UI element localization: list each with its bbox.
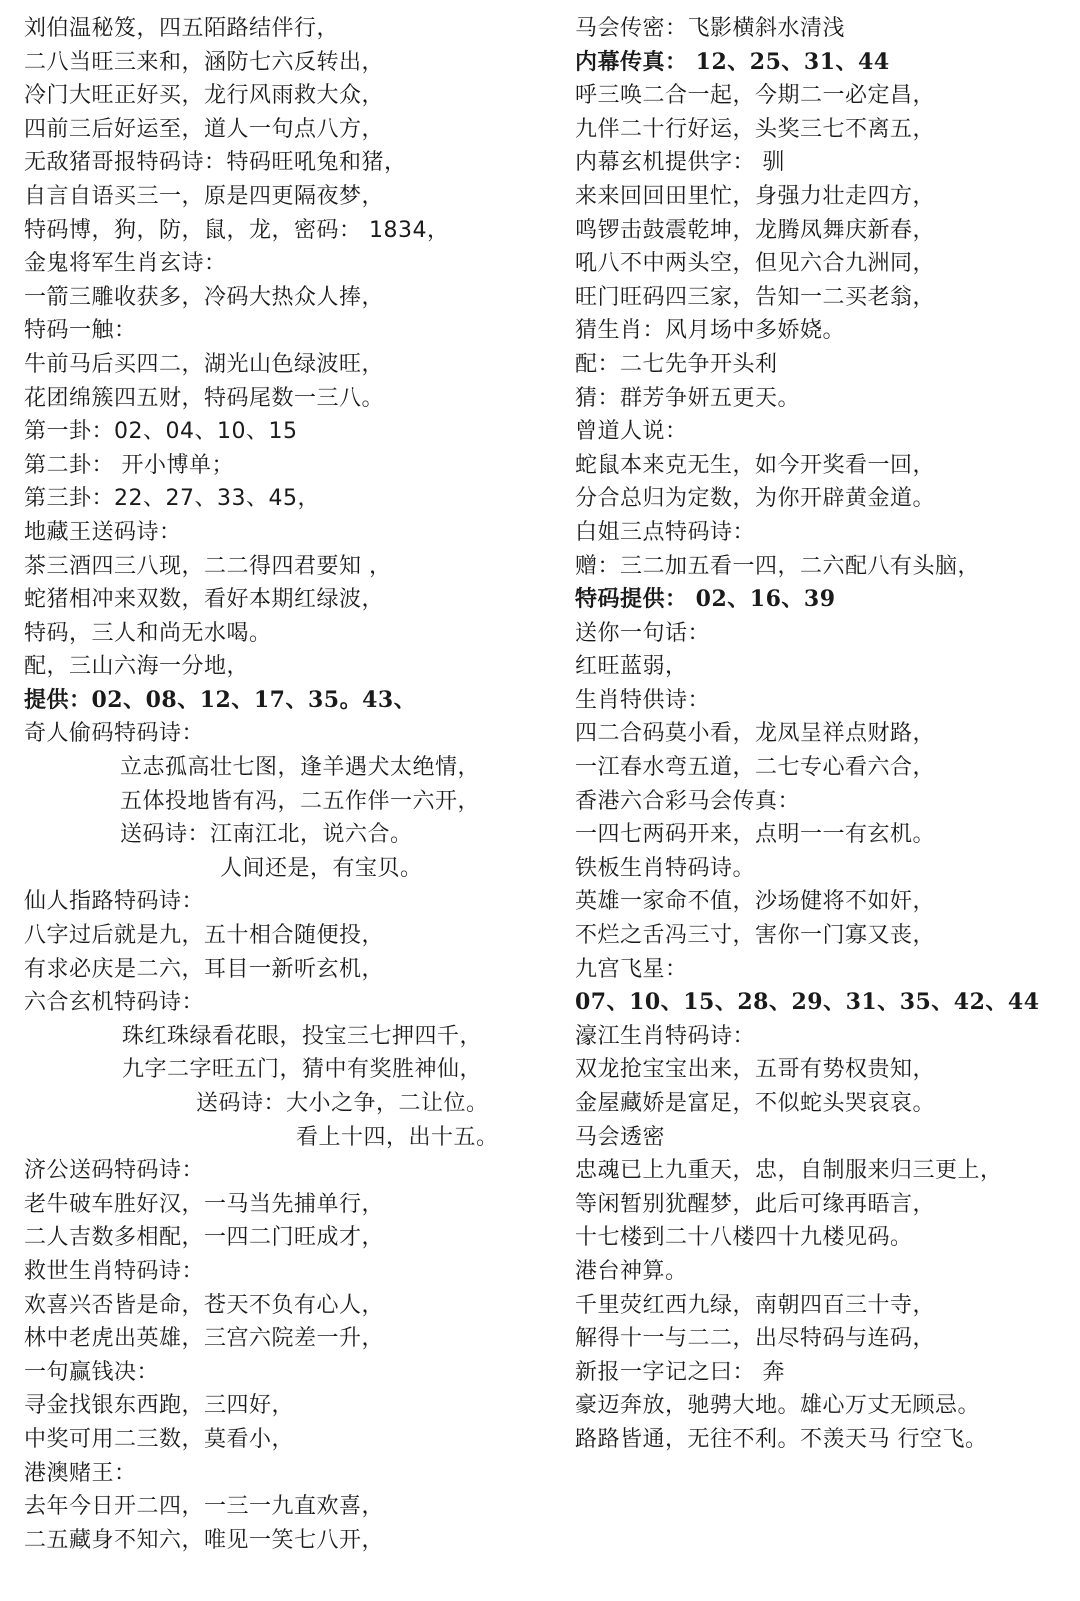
text-line: 旺门旺码四三家，告知一二买老翁， — [575, 284, 936, 310]
text-line: 送码诗：大小之争，二让位。 — [196, 1091, 489, 1116]
text-line: 看上十四，出十五。 — [296, 1124, 499, 1150]
text-line: 提供：02、08、12、17、35。43、 — [24, 686, 417, 713]
text-line: 解得十一与二二，出尽特码与连码， — [575, 1326, 936, 1352]
text-line: 铁板生肖特码诗。 — [575, 855, 756, 881]
text-line: 金鬼将军生肖玄诗： — [24, 251, 227, 277]
text-line: 千里荧红西九绿，南朝四百三十寺， — [575, 1292, 936, 1318]
text-line: 人间还是，有宝贝。 — [220, 855, 423, 881]
text-line: 立志孤高壮七图，逢羊遇犬太绝情， — [120, 755, 481, 781]
text-line: 金屋藏娇是富足，不似蛇头哭哀哀。 — [575, 1091, 936, 1116]
text-line: 来来回回田里忙，身强力壮走四方， — [575, 183, 936, 209]
text-line: 六合玄机特码诗： — [24, 990, 205, 1016]
text-line: 双龙抢宝宝出来，五哥有势权贵知， — [575, 1057, 936, 1083]
text-line: 地藏王送码诗： — [24, 519, 182, 545]
text-line: 五体投地皆有冯，二五作伴一六开， — [120, 788, 481, 814]
text-line: 白姐三点特码诗： — [575, 519, 756, 545]
text-line: 特码一触： — [24, 318, 137, 344]
text-line: 欢喜兴否皆是命，苍天不负有心人， — [24, 1292, 385, 1318]
text-line: 赠：三二加五看一四，二六配八有头脑， — [575, 553, 981, 579]
text-line: 老牛破车胜好汉，一马当先捕单行， — [24, 1191, 385, 1217]
text-line: 内幕玄机提供字： 驯 — [575, 150, 785, 176]
text-line: 07、10、15、28、29、31、35、42、44 — [575, 989, 1040, 1016]
text-line: 内幕传真： 12、25、31、44 — [575, 48, 890, 75]
text-line: 呼三唤二合一起，今期二一必定昌， — [575, 83, 936, 109]
text-line: 有求必庆是二六，耳目一新听玄机， — [24, 956, 385, 982]
text-line: 蛇鼠本来克无生，如今开奖看一回， — [575, 452, 936, 478]
text-line: 猜：群芳争妍五更天。 — [575, 385, 801, 411]
text-line: 寻金找银东西跑，三四好， — [24, 1393, 295, 1419]
text-line: 林中老虎出英雄，三宫六院差一升， — [24, 1326, 385, 1352]
text-line: 马会传密：飞影横斜水清浅 — [575, 16, 846, 41]
text-line: 无敌猪哥报特码诗：特码旺吼兔和猪， — [24, 150, 407, 176]
text-line: 二人吉数多相配，一四二门旺成才， — [24, 1225, 385, 1251]
text-line: 特码提供： 02、16、39 — [575, 586, 836, 613]
text-line: 救世生肖特码诗： — [24, 1258, 205, 1284]
text-line: 九字二字旺五门，猜中有奖胜神仙， — [122, 1057, 483, 1083]
text-line: 济公送码特码诗： — [24, 1158, 205, 1184]
text-line: 港澳赌王： — [24, 1460, 137, 1486]
text-line: 一句赢钱决： — [24, 1359, 160, 1385]
text-line: 猜生肖：风月场中多娇娆。 — [575, 318, 846, 344]
text-line: 一四七两码开来，点明一一有玄机。 — [575, 822, 936, 848]
text-line: 蛇猪相冲来双数，看好本期红绿波， — [24, 587, 385, 613]
text-line: 港台神算。 — [575, 1258, 688, 1284]
text-line: 不烂之舌冯三寸，害你一门寡又丧， — [575, 923, 936, 949]
text-line: 特码，三人和尚无水喝。 — [24, 620, 272, 646]
text-line: 茶三酒四三八现，二二得四君要知 ， — [24, 553, 392, 579]
text-line: 自言自语买三一，原是四更隔夜梦， — [24, 183, 385, 209]
text-line: 分合总归为定数，为你开辟黄金道。 — [575, 486, 936, 512]
text-line: 新报一字记之曰： 奔 — [575, 1359, 785, 1385]
text-line: 吼八不中两头空，但见六合九洲同， — [575, 251, 936, 277]
text-line: 送你一句话： — [575, 620, 711, 646]
text-line: 英雄一家命不值，沙场健将不如奸， — [575, 889, 936, 915]
text-line: 第二卦： 开小博单； — [24, 452, 234, 478]
text-line: 九宫飞星： — [575, 956, 688, 982]
text-line: 红旺蓝弱， — [575, 654, 688, 680]
text-line: 十七楼到二十八楼四十九楼见码。 — [575, 1225, 913, 1251]
text-line: 中奖可用二三数，莫看小， — [24, 1426, 295, 1452]
text-line: 等闲暂别犹醒梦，此后可缘再晤言， — [575, 1191, 936, 1217]
text-line: 一箭三雕收获多，冷码大热众人捧， — [24, 284, 385, 310]
text-line: 四二合码莫小看，龙凤呈祥点财路， — [575, 721, 936, 747]
text-line: 刘伯温秘笈，四五陌路结伴行， — [24, 16, 340, 41]
text-line: 濠江生肖特码诗： — [575, 1023, 756, 1049]
text-line: 配，三山六海一分地， — [24, 654, 250, 680]
left-column — [24, 12, 564, 1557]
text-line: 一江春水弯五道，二七专心看六合， — [575, 755, 936, 781]
text-line: 仙人指路特码诗： — [24, 889, 205, 915]
text-line: 九伴二十行好运，头奖三七不离五， — [575, 116, 936, 142]
text-line: 鸣锣击鼓震乾坤，龙腾凤舞庆新春， — [575, 217, 936, 243]
text-line: 二八当旺三来和，涵防七六反转出， — [24, 49, 385, 75]
text-line: 特码博，狗，防，鼠，龙，密码： 1834， — [24, 217, 450, 243]
text-line: 第一卦：02、04、10、15 — [24, 419, 298, 445]
text-line: 配：二七先争开头利 — [575, 351, 778, 377]
text-line: 奇人偷码特码诗： — [24, 721, 205, 747]
text-line: 牛前马后买四二，湖光山色绿波旺， — [24, 351, 385, 377]
text-line: 八字过后就是九，五十相合随便投， — [24, 923, 385, 949]
right-column — [575, 12, 1075, 1457]
text-line: 路路皆通，无往不利。不羡天马 行空飞。 — [575, 1426, 988, 1452]
text-line: 忠魂已上九重天，忠，自制服来归三更上， — [575, 1158, 1003, 1184]
text-line: 马会透密 — [575, 1124, 666, 1150]
text-line: 香港六合彩马会传真： — [575, 788, 801, 814]
text-line: 第三卦：22、27、33、45， — [24, 486, 320, 512]
text-line: 送码诗：江南江北，说六合。 — [120, 822, 413, 848]
text-line: 花团绵簇四五财，特码尾数一三八。 — [24, 385, 385, 411]
text-line: 冷门大旺正好买，龙行风雨救大众， — [24, 83, 385, 109]
text-line: 生肖特供诗： — [575, 687, 711, 713]
text-line: 去年今日开二四，一三一九直欢喜， — [24, 1494, 385, 1520]
text-line: 四前三后好运至，道人一句点八方， — [24, 116, 385, 142]
text-line: 豪迈奔放，驰骋大地。雄心万丈无顾忌。 — [575, 1393, 981, 1419]
text-line: 曾道人说： — [575, 419, 688, 445]
text-line: 二五藏身不知六，唯见一笑七八开， — [24, 1527, 385, 1553]
text-line: 珠红珠绿看花眼，投宝三七押四千， — [122, 1023, 483, 1049]
